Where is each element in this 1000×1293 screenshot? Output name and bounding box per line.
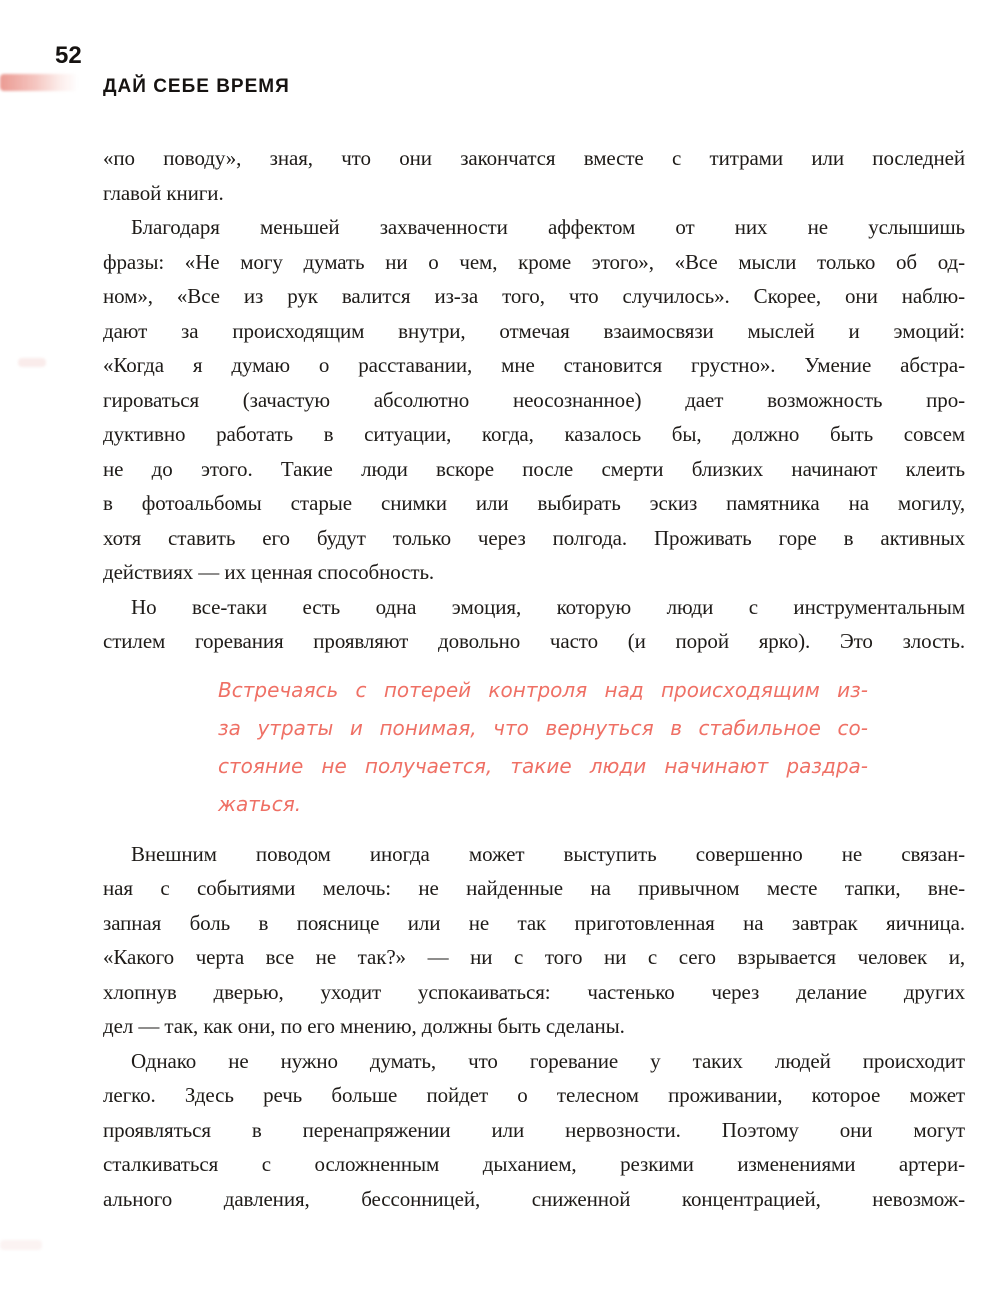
text-line: стилем горевания проявляют довольно часто (и порой ярко). Это злость. xyxy=(103,629,965,653)
paragraph xyxy=(103,210,965,590)
text-line: Внешним поводом иногда может выступить совершенно не связан- xyxy=(131,841,965,866)
text-line: «Какого черта все не так?» — ни с того ни с сего взрывается человек и, xyxy=(103,945,965,969)
text-line: запная боль в пояснице или не так приготовленная на завтрак яичница. xyxy=(103,910,965,935)
page-edge-smudge xyxy=(0,1240,42,1250)
paragraph xyxy=(103,1044,965,1217)
text-line: хотя ставить его будут только через полгода. Проживать горе в активных xyxy=(103,525,965,550)
text-column xyxy=(103,141,965,1216)
text-line: Встречаясь с потерей контроля над происходящим из- xyxy=(218,677,868,702)
text-line: фразы: «Не могу думать ни о чем, кроме этого», «Все мысли только об од- xyxy=(103,249,965,274)
text-line: сталкиваться с осложненным дыханием, резкими изменениями артери- xyxy=(103,1152,965,1176)
text-line: за утраты и понимая, что вернуться в стабильное со- xyxy=(218,715,868,740)
text-line: хлопнув дверью, уходит успокаиваться: частенько через делание других xyxy=(103,979,965,1004)
text-line: стояние не получается, такие люди начинают раздра- xyxy=(218,753,868,778)
text-line: ном», «Все из рук валится из-за того, что случилось». Скорее, они наблю- xyxy=(103,284,965,308)
text-line: Однако не нужно думать, что горевание у таких людей происходит xyxy=(131,1048,965,1073)
text-line: «по поводу», зная, что они закончатся вместе с титрами или последней xyxy=(103,146,965,170)
text-line: проявляться в перенапряжении или нервозности. Поэтому они могут xyxy=(103,1117,965,1142)
paragraph xyxy=(103,590,965,659)
text-line: главой книги. xyxy=(103,180,224,205)
text-line: легко. Здесь речь больше пойдет о телесном проживании, которое может xyxy=(103,1083,965,1107)
text-line: в фотоальбомы старые снимки или выбирать эскиз памятника на могилу, xyxy=(103,491,965,515)
text-line: гироваться (зачастую абсолютно неосознанное) дает возможность про- xyxy=(103,387,965,412)
text-line: дают за происходящим внутри, отмечая взаимосвязи мыслей и эмоций: xyxy=(103,318,965,343)
text-line: Благодаря меньшей захваченности аффектом от них не услышишь xyxy=(131,215,965,239)
text-line: ная с событиями мелочь: не найденные на привычном месте тапки, вне- xyxy=(103,876,965,900)
page-edge-smudge xyxy=(18,358,46,367)
text-line: дел — так, как они, по его мнению, должны быть сделаны. xyxy=(103,1014,625,1038)
text-line: жаться. xyxy=(218,791,302,816)
quote-block xyxy=(218,671,868,823)
page-edge-smudge xyxy=(0,74,78,91)
text-line: действиях — их ценная способность. xyxy=(103,560,435,584)
text-line: дуктивно работать в ситуации, когда, казалось бы, должно быть совсем xyxy=(103,422,965,446)
page-number: 52 xyxy=(55,42,82,69)
running-header: ДАЙ СЕБЕ ВРЕМЯ xyxy=(103,76,290,97)
text-line: ального давления, бессонницей, сниженной концентрацией, невозмож- xyxy=(103,1186,965,1211)
text-line: Но все-таки есть одна эмоция, которую люди с инструментальным xyxy=(131,594,965,619)
paragraph xyxy=(103,141,965,210)
paragraph xyxy=(103,837,965,1044)
text-line: не до этого. Такие люди вскоре после смерти близких начинают клеить xyxy=(103,456,965,481)
text-line: «Когда я думаю о расставании, мне становится грустно». Умение абстра- xyxy=(103,353,965,377)
